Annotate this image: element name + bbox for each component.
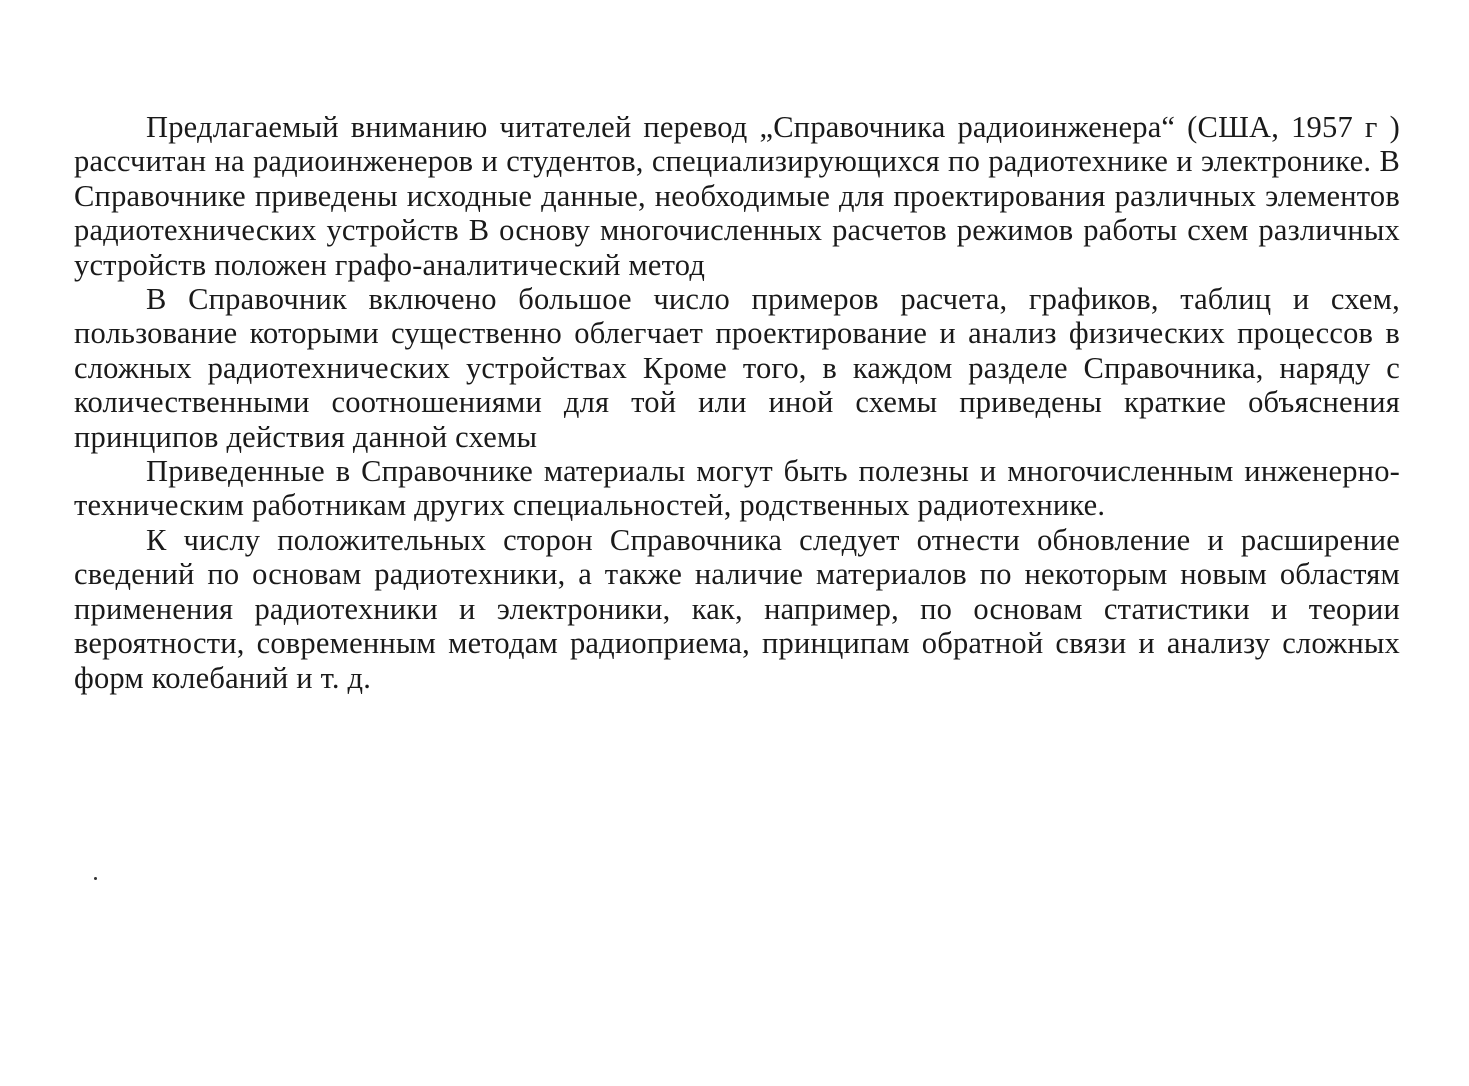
scan-speck bbox=[94, 877, 97, 880]
paragraph-4: К числу положительных сторон Справочника следует отнести обновление и расширение сведений по основам радиотехники, а также наличие материалов по некоторым новым областям применения радиотехники и электроники, как, например, по основам статистики и теории вероятности, современным методам радиоприема, принципам обратной связи и анализу сложных форм колебаний и т. д. bbox=[74, 522, 1400, 695]
paragraph-2: В Справочник включено большое число примеров расчета, графиков, таблиц и схем, пользование которыми существенно облегчает проектирование и анализ физических процессов в сложных радиотехнических устройствах Кроме того, в каждом разделе Справочника, наряду с количественными соотношениями для той или иной схемы приведены краткие объяснения принципов действия данной схемы bbox=[74, 282, 1400, 454]
paragraph-1: Предлагаемый вниманию читателей перевод „Справочника радиоинженера“ (США, 1957 г ) рассчитан на радиоинженеров и студентов, специализирующихся по радиотехнике и электронике. В Справочнике приведены исходные данные, необходимые для проектирования различных элементов радиотехнических устройств В основу многочисленных расчетов режимов работы схем различных устройств положен графо-аналитический метод bbox=[74, 110, 1400, 282]
document-body bbox=[74, 110, 1400, 695]
paragraph-3: Приведенные в Справочнике материалы могут быть полезны и многочисленным инженерно-техническим работникам других специальностей, родственных радиотехнике. bbox=[74, 454, 1400, 523]
